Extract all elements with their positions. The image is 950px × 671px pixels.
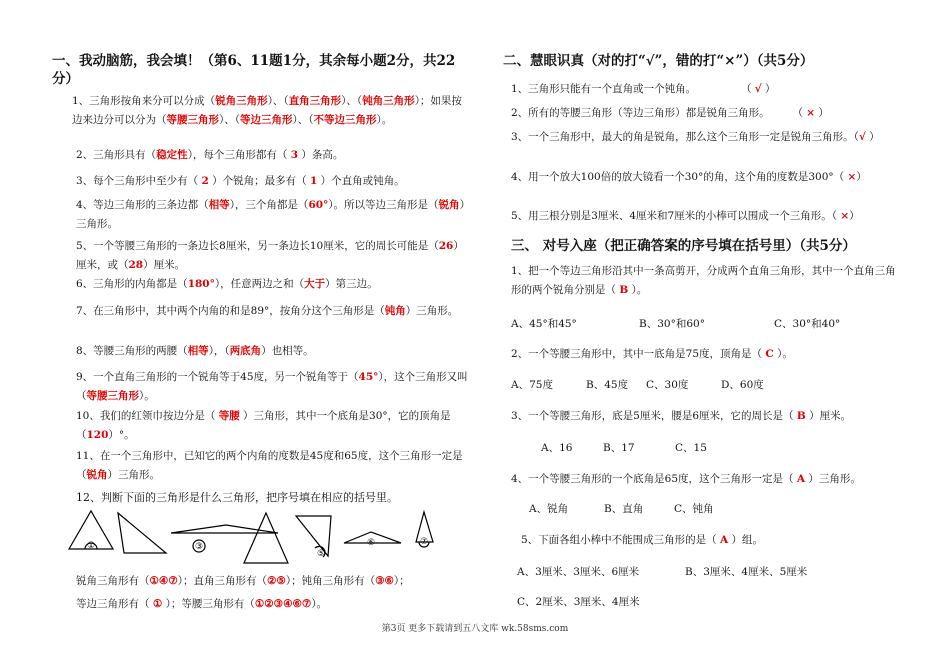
tri-label-1: ① [86,541,96,551]
choice-3-options: A、16 B、17 C、15 [541,442,707,454]
triangles-figure [66,508,466,568]
question-7: 7、在三角形中，其中两个内角的和是89°，按角分这个三角形是（钝角）三角形。 [76,305,459,317]
tf-4: 4、用一个放大100倍的放大镜看一个30°的角，这个角的度数是300°（ ×） [511,171,867,183]
choice-5-options-row1: A、3厘米、3厘米、6厘米 B、3厘米、4厘米、5厘米 [517,566,808,578]
choice-5-options-row2: C、2厘米、3厘米、4厘米 [517,596,640,608]
choice-2: 2、一个等腰三角形中，其中一底角是75度，顶角是（ C ）。 [511,348,793,360]
question-1: 1、三角形按角来分可以分成（锐角三角形）、（直角三角形）、（钝角三角形）；如果按边来边分可以分为（等腰三角形）、（等边三角形）、（不等边三角形）。 [72,95,462,126]
tf-1: 1、三角形只能有一个直角或一个钝角。 （ √ ） [511,83,776,95]
section1-heading: 一、我动脑筋，我会填！（第6、11题1分，其余每小题2分，共22分） [52,53,456,87]
triangle-4 [244,513,288,563]
question-4: 4、等边三角形的三条边都（相等），三个角都是（60°）。所以等边三角形是（锐角）三角形。 [76,199,471,230]
tri-label-7: ⑦ [419,537,429,547]
answer-row-1: 锐角三角形有（①④⑦）；直角三角形有（②⑤）；钝角三角形有（③⑥）； [76,575,410,587]
question-3: 3、每个三角形中至少有（ 2 ）个锐角；最多有（ 1 ）个直角或钝角。 [76,175,405,187]
tf-5: 5、用三根分别是3厘米、4厘米和7厘米的小棒可以围成一个三角形。（ ×） [511,210,860,222]
question-11: 11、在一个三角形中，已知它的两个内角的度数是45度和65度，这个三角形一定是（锐角）三角形。 [76,450,463,481]
tf-3: 3、一个三角形中，最大的角是锐角，那么这个三角形一定是锐角三角形。（√ ） [511,131,880,143]
question-2: 2、三角形具有（稳定性），每个三角形都有（ 3 ）条高。 [76,149,344,161]
choice-1: 1、把一个等边三角形沿其中一条高剪开，分成两个直角三角形，其中一个直角三角形的两个锐角分别是（ B ）。 [511,265,896,296]
tri-label-3: ③ [194,542,204,552]
page-footer: 第3页 更多下载请到五八文库 wk.58sms.com [381,624,569,634]
section2-heading: 二、慧眼识真（对的打“√”，错的打“×”）（共5分） [503,53,814,69]
question-10: 10、我们的红领巾按边分是（ 等腰 ）三角形，其中一个底角是30°，它的顶角是（120）°。 [76,410,451,441]
tf-2: 2、所有的等腰三角形（等边三角形）都是锐角三角形。 （ × ） [511,107,829,119]
answer-row-2: 等边三角形有（ ① ）；等腰三角形有（①②③④⑥⑦）。 [76,598,328,610]
tri-label-5: ⑤ [316,549,326,559]
section3-heading: 三、 对号入座（把正确答案的序号填在括号里）（共5分） [511,238,856,254]
triangle-3 [171,525,278,533]
question-8: 8、等腰三角形的两腰（相等），（两底角）也相等。 [76,345,314,357]
choice-2-options: A、75度 B、45度 C、30度 D、60度 [511,379,764,391]
choice-4: 4、一个等腰三角形的一个底角是65度，这个三角形一定是（ A ）三角形。 [511,473,861,485]
question-9: 9、一个直角三角形的一个锐角等于45度，另一个锐角等于（45°），这个三角形又叫（等腰三角形）。 [76,371,468,402]
choice-5: 5、下面各组小棒中不能围成三角形的是（ A ）组。 [521,534,764,546]
question-5: 5、一个等腰三角形的一条边长8厘米，另一条边长10厘米，它的周长可能是（26）厘米，或（28）厘米。 [76,240,464,271]
choice-3: 3、一个等腰三角形，底是5厘米，腰是6厘米，它的周长是（ B ）厘米。 [511,410,852,422]
question-12: 12、判断下面的三角形是什么三角形，把序号填在相应的括号里。 [76,491,398,504]
triangle-2 [118,513,166,553]
choice-1-options: A、45°和45° B、30°和60° C、30°和40° [511,318,841,330]
choice-4-options: A、锐角 B、直角 C、钝角 [529,503,714,515]
triangle-5 [296,516,331,556]
question-6: 6、三角形的内角都是（180°），任意两边之和（大于）第三边。 [76,278,378,290]
tri-label-6: ⑥ [366,538,376,548]
